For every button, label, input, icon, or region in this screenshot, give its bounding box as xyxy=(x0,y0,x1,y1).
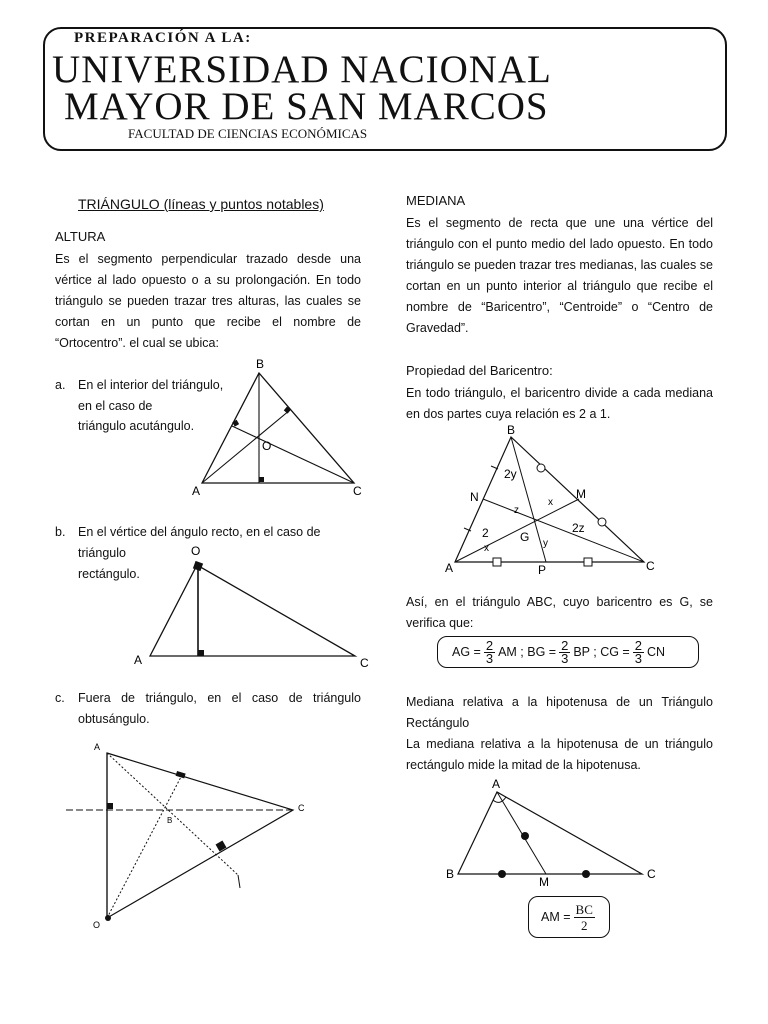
fig-b-label-o: O xyxy=(191,544,201,558)
formula-bp: BP ; CG = xyxy=(573,645,630,659)
fig-bari-label-y: y xyxy=(543,538,548,549)
fig-bari-label-2y: 2y xyxy=(504,467,517,481)
fig-bari-label-p: P xyxy=(538,563,547,577)
formula-fraction-1: $\frac{2}{3}$ xyxy=(485,637,494,666)
hipotenusa-text: La mediana relativa a la hipotenusa de un triángulo rectángulo mide la mitad de la hipotenusa. xyxy=(406,737,713,772)
item-c-text: Fuera de triángulo, en el caso de triángulo obtusángulo. xyxy=(78,691,361,726)
altura-heading: ALTURA xyxy=(55,229,106,244)
formula-fraction-3: $\frac{2}{3}$ xyxy=(634,637,642,666)
propiedad-text: En todo triángulo, el baricentro divide a cada mediana en dos partes cuya relación es 2 a 1. xyxy=(406,386,713,421)
item-a-line-1: En el interior del triángulo, xyxy=(78,378,224,392)
formula2-fraction: $\frac{BC}{2}$ xyxy=(575,901,593,933)
fig-c-label-a: A xyxy=(94,742,101,752)
item-b-line-1: En el vértice del ángulo recto, en el caso de xyxy=(78,525,321,539)
fig-bari-label-m: M xyxy=(576,487,586,501)
mediana-heading: MEDIANA xyxy=(406,193,466,208)
item-b-line-3: rectángulo. xyxy=(78,567,140,581)
fig-c-label-b: B xyxy=(167,816,173,825)
item-b-label: b. xyxy=(55,525,66,539)
fig-c-label-c: C xyxy=(298,803,305,813)
fig-bari-label-n: N xyxy=(470,490,479,504)
item-c-label: c. xyxy=(55,691,65,705)
altura-text: Es el segmento perpendicular trazado desde una vértice al lado opuesto o a su prolongación. En todo triángulo se pueden trazar tres alturas, las cuales se cortan en un punto que recibe el nombre de “Ortocentro”. el cual se ubica: xyxy=(55,252,361,350)
fig-bari-label-x-top: x xyxy=(548,497,553,508)
fig-b-label-c: C xyxy=(360,656,369,670)
hipotenusa-heading: Mediana relativa a la hipotenusa de un Triángulo Rectángulo xyxy=(406,695,713,730)
figure-hipotenusa xyxy=(440,775,670,890)
fig-bari-label-c: C xyxy=(646,559,655,573)
fig-hipo-label-a: A xyxy=(492,777,501,791)
asi-text: Así, en el triángulo ABC, cuyo baricentro es G, se verifica que: xyxy=(406,595,713,630)
section-title: TRIÁNGULO (líneas y puntos notables) xyxy=(78,196,324,212)
baricentro-formula xyxy=(437,636,699,668)
formula-am: AM ; BG = xyxy=(498,645,557,659)
header-university-line2: MAYOR DE SAN MARCOS xyxy=(64,85,549,128)
item-a-line-2: en el caso de xyxy=(78,399,153,413)
fig-bari-label-g: G xyxy=(520,530,530,544)
fig-bari-label-a: A xyxy=(445,561,454,575)
fig-a-label-b: B xyxy=(256,357,265,371)
fig-hipo-label-m: M xyxy=(539,875,549,889)
fig-bari-label-b: B xyxy=(507,423,516,437)
fig-hipo-label-b: B xyxy=(446,867,455,881)
hipotenusa-formula xyxy=(528,896,610,938)
item-a-label: a. xyxy=(55,378,66,392)
fig-bari-label-2: 2 xyxy=(482,526,489,540)
fig-hipo-label-c: C xyxy=(647,867,656,881)
item-a-line-3: triángulo acutángulo. xyxy=(78,419,195,433)
mediana-text: Es el segmento de recta que une una vértice del triángulo con el punto medio del lado opuesto. En todo triángulo se pueden trazar tres medianas, las cuales se cortan en un punto interior al triángulo que recibe el nombre de “Baricentro”, “Centroide” o “Centro de Gravedad”. xyxy=(406,216,713,335)
figure-acute-orthocenter xyxy=(180,355,380,500)
item-b-line-2: triángulo xyxy=(78,546,126,560)
fig-a-label-a: A xyxy=(192,484,201,498)
formula-fraction-2: $\frac{2}{3}$ xyxy=(561,637,569,666)
fig-bari-label-x-bot: x xyxy=(484,543,489,554)
figure-right-orthocenter xyxy=(130,540,380,675)
fig-a-label-c: C xyxy=(353,484,362,498)
formula2-am: AM = xyxy=(541,910,571,924)
fig-c-label-o: O xyxy=(93,920,101,930)
figure-obtuse-orthocenter xyxy=(60,735,320,935)
fig-a-label-o: O xyxy=(262,439,272,453)
figure-baricentro xyxy=(440,420,670,580)
formula-cn: CN xyxy=(646,645,666,659)
fig-bari-label-2z: 2z xyxy=(572,521,585,535)
header-university-line1: UNIVERSIDAD NACIONAL xyxy=(52,48,552,91)
formula-ag: AG = xyxy=(452,645,481,659)
propiedad-heading: Propiedad del Baricentro: xyxy=(406,363,553,378)
fig-bari-label-z-top: z xyxy=(514,505,519,516)
header-faculty: FACULTAD DE CIENCIAS ECONÓMICAS xyxy=(128,126,368,141)
fig-b-label-a: A xyxy=(134,653,143,667)
header-prep: PREPARACIÓN A LA: xyxy=(74,30,252,46)
